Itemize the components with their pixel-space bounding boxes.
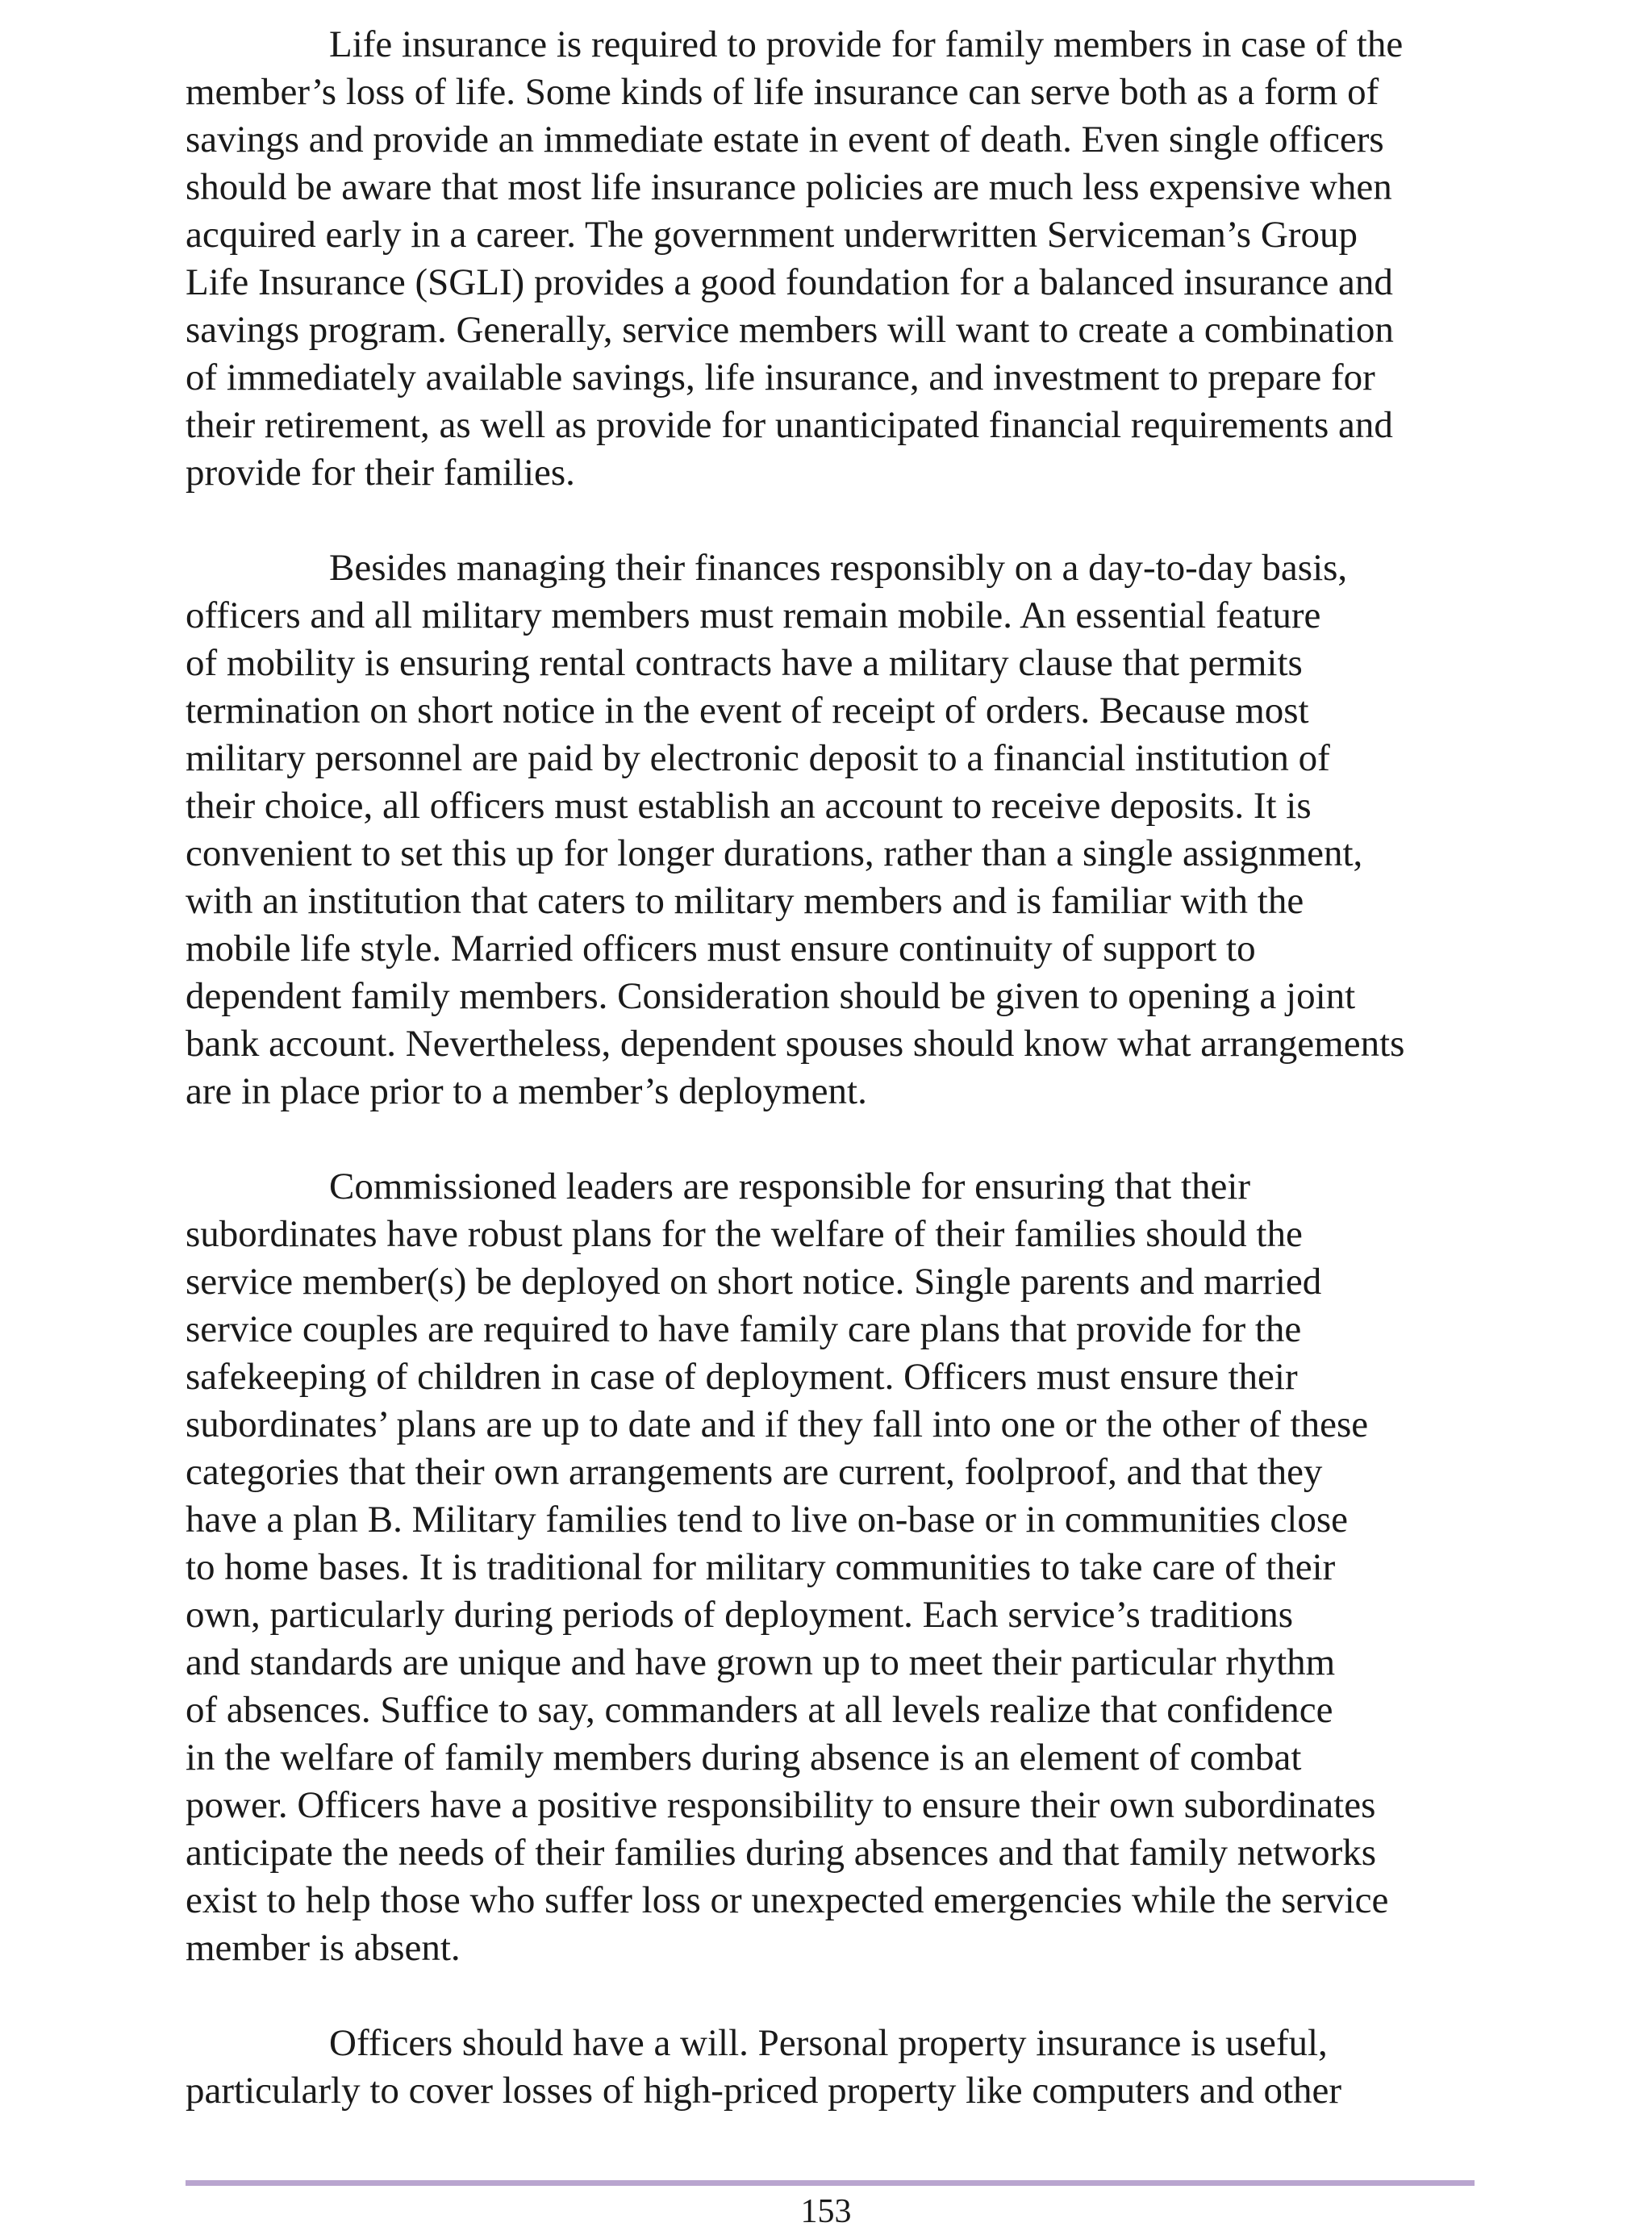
paragraph xyxy=(186,544,1476,1116)
text-line: officers and all military members must remain mobile. An essential feature xyxy=(186,594,1321,636)
text-line: dependent family members. Consideration should be given to opening a joint xyxy=(186,975,1356,1017)
page-number: 153 xyxy=(800,2193,852,2230)
text-line: subordinates’ plans are up to date and if they fall into one or the other of these xyxy=(186,1403,1369,1445)
text-line: of absences. Suffice to say, commanders at all levels realize that confidence xyxy=(186,1689,1333,1731)
text-line: Life insurance is required to provide for family members in case of the xyxy=(329,23,1404,65)
text-line: Life Insurance (SGLI) provides a good foundation for a balanced insurance and xyxy=(186,261,1393,303)
text-line: member’s loss of life. Some kinds of life insurance can serve both as a form of xyxy=(186,71,1379,113)
text-line: anticipate the needs of their families during absences and that family networks xyxy=(186,1832,1377,1874)
text-line: mobile life style. Married officers must ensure continuity of support to xyxy=(186,928,1256,970)
text-line: service couples are required to have family care plans that provide for the xyxy=(186,1308,1302,1350)
text-line: safekeeping of children in case of deployment. Officers must ensure their xyxy=(186,1356,1298,1398)
footer-rule xyxy=(186,2180,1475,2186)
text-line: particularly to cover losses of high-priced property like computers and other xyxy=(186,2070,1342,2112)
text-line: own, particularly during periods of deployment. Each service’s traditions xyxy=(186,1594,1294,1636)
text-line: with an institution that caters to military members and is familiar with the xyxy=(186,880,1304,922)
paragraph xyxy=(186,1163,1476,1972)
text-line: of immediately available savings, life insurance, and investment to prepare for xyxy=(186,357,1375,398)
paragraph xyxy=(186,2020,1476,2115)
text-line: categories that their own arrangements are current, foolproof, and that they xyxy=(186,1451,1323,1493)
text-line: Besides managing their finances responsibly on a day-to-day basis, xyxy=(329,547,1348,589)
text-line: have a plan B. Military families tend to live on-base or in communities close xyxy=(186,1499,1348,1541)
text-line: their choice, all officers must establish an account to receive deposits. It is xyxy=(186,785,1312,827)
paragraph xyxy=(186,21,1476,497)
text-line: savings program. Generally, service members will want to create a combination xyxy=(186,309,1394,351)
text-line: member is absent. xyxy=(186,1927,461,1969)
text-line: bank account. Nevertheless, dependent spouses should know what arrangements xyxy=(186,1023,1405,1065)
text-line: are in place prior to a member’s deployment. xyxy=(186,1070,867,1112)
text-line: convenient to set this up for longer durations, rather than a single assignment, xyxy=(186,832,1363,874)
text-line: exist to help those who suffer loss or unexpected emergencies while the service xyxy=(186,1879,1389,1921)
text-line: should be aware that most life insurance policies are much less expensive when xyxy=(186,166,1392,208)
text-line: Commissioned leaders are responsible for ensuring that their xyxy=(329,1166,1251,1207)
text-line: power. Officers have a positive responsibility to ensure their own subordinates xyxy=(186,1784,1376,1826)
text-line: of mobility is ensuring rental contracts have a military clause that permits xyxy=(186,642,1303,684)
body-text xyxy=(186,21,1476,2162)
text-line: Officers should have a will. Personal property insurance is useful, xyxy=(329,2022,1328,2064)
text-line: military personnel are paid by electronic deposit to a financial institution of xyxy=(186,737,1330,779)
text-line: acquired early in a career. The government underwritten Serviceman’s Group xyxy=(186,214,1358,256)
text-line: in the welfare of family members during absence is an element of combat xyxy=(186,1737,1302,1779)
text-line: to home bases. It is traditional for military communities to take care of their xyxy=(186,1546,1336,1588)
text-line: their retirement, as well as provide for unanticipated financial requirements and xyxy=(186,404,1393,446)
text-line: service member(s) be deployed on short notice. Single parents and married xyxy=(186,1261,1322,1303)
text-line: provide for their families. xyxy=(186,452,575,494)
text-line: savings and provide an immediate estate in event of death. Even single officers xyxy=(186,119,1384,161)
text-line: termination on short notice in the event of receipt of orders. Because most xyxy=(186,690,1309,732)
text-line: and standards are unique and have grown up to meet their particular rhythm xyxy=(186,1641,1336,1683)
text-line: subordinates have robust plans for the welfare of their families should the xyxy=(186,1213,1303,1255)
